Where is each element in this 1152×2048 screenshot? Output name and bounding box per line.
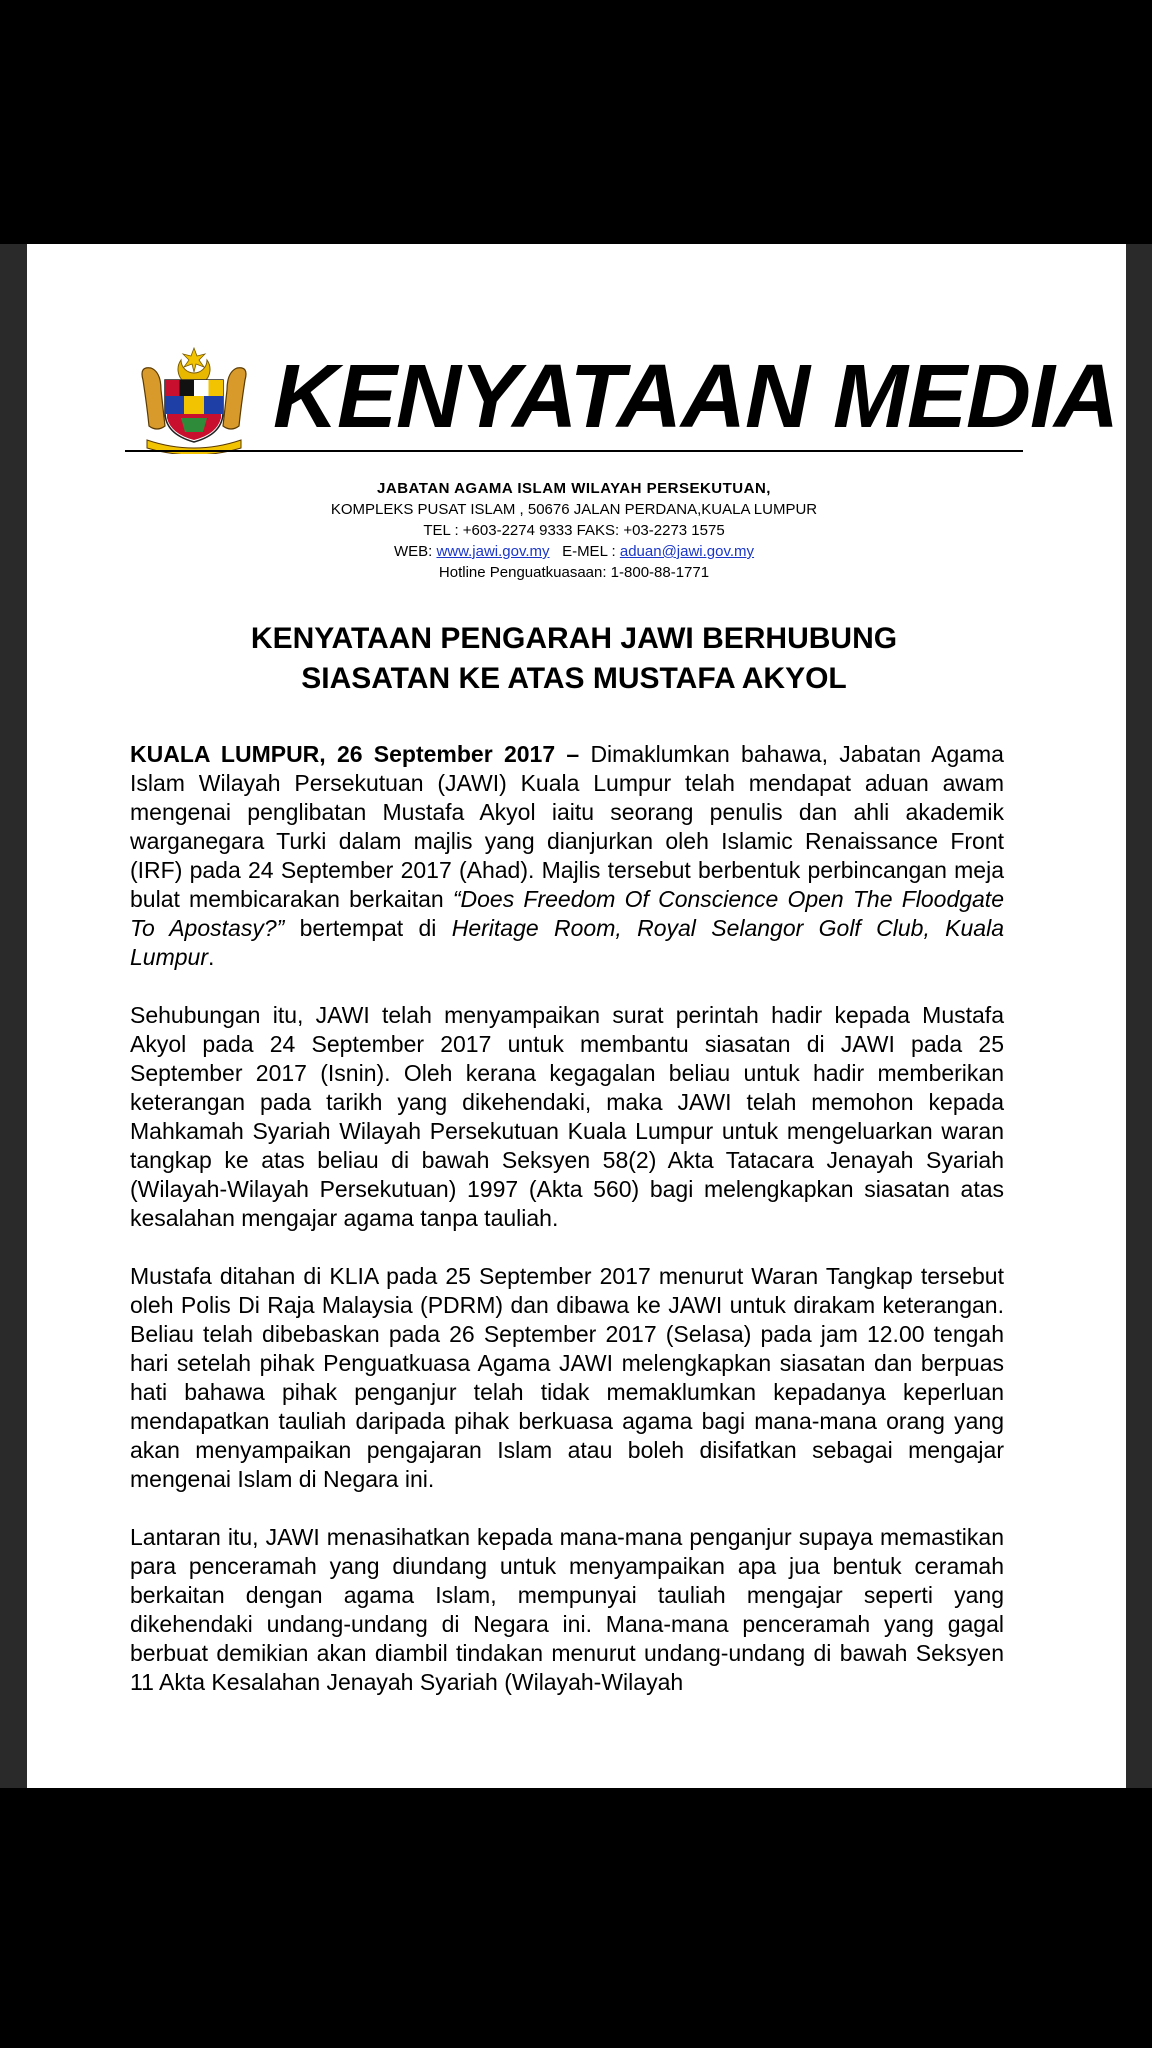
- document-title: KENYATAAN MEDIA: [273, 347, 1118, 447]
- agency-name: JABATAN AGAMA ISLAM WILAYAH PERSEKUTUAN,: [377, 480, 771, 497]
- headline-line-1: KENYATAAN PENGARAH JAWI BERHUBUNG: [250, 622, 898, 655]
- paragraph-3: Mustafa ditahan di KLIA pada 25 September 2017 menurut Waran Tangkap tersebut oleh Polis Di Raja Malaysia (PDRM) dan dibawa ke JAWI untuk dirakam keterangan. Beliau telah dibebaskan pada 26 September 2017 (Selasa) pada jam 12.00 tengah hari setelah pihak Penguatkuasa Agama JAWI melengkapkan siasatan dan berpuas hati bahawa pihak penganjur telah tidak memaklumkan kepadanya keperluan mendapatkan tauliah daripada pihak berkuasa agama bagi mana-mana orang yang akan menyampaikan pengajaran Islam atau boleh disifatkan sebagai mengajar mengenai Islam di Negara ini.: [130, 1263, 1004, 1492]
- event-venue: Heritage Room, Royal Selangor Golf Club, Kuala Lumpur: [130, 915, 1005, 970]
- header-divider: [125, 450, 1023, 452]
- address-line: KOMPLEKS PUSAT ISLAM , 50676 JALAN PERDANA,KUALA LUMPUR: [330, 501, 818, 518]
- paragraph-1-text-a: Dimaklumkan bahawa, Jabatan Agama Islam Wilayah Persekutuan (JAWI) Kuala Lumpur telah mendapat aduan awam mengenai penglibatan Mustafa Akyol iaitu seorang penulis dan ahli akademik warganegara Turki dalam majlis yang dianjurkan oleh Islamic Renaissance Front (IRF) pada 24 September 2017 (Ahad). Majlis tersebut berbentuk perbincangan meja bulat membicarakan berkaitan: [130, 741, 1004, 912]
- statement-headline: [125, 619, 1023, 699]
- phone-line: TEL : +603-2274 9333 FAKS: +03-2273 1575: [423, 522, 725, 539]
- paragraph-1-text-b: bertempat di: [284, 915, 452, 941]
- email-link[interactable]: aduan@jawi.gov.my: [619, 543, 755, 560]
- headline-line-2: SIASATAN KE ATAS MUSTAFA AKYOL: [301, 662, 847, 695]
- paragraph-1: [130, 740, 1004, 972]
- statement-body: [130, 740, 1004, 1726]
- paragraph-2: Sehubungan itu, JAWI telah menyampaikan surat perintah hadir kepada Mustafa Akyol pada 24 September 2017 untuk membantu siasatan di JAWI pada 25 September 2017 (Isnin). Oleh kerana kegagalan beliau untuk hadir memberikan keterangan pada tarikh yang dikehendaki, maka JAWI telah memohon kepada Mahkamah Syariah Wilayah Persekutuan Kuala Lumpur untuk mengeluarkan waran tangkap ke atas beliau di bawah Seksyen 58(2) Akta Tatacara Jenayah Syariah (Wilayah-Wilayah Persekutuan) 1997 (Akta 560) bagi melengkapkan siasatan atas kesalahan mengajar agama tanpa tauliah.: [130, 1002, 1004, 1231]
- hotline-line: Hotline Penguatkuasaan: 1-800-88-1771: [438, 564, 710, 581]
- letterhead-address: [125, 478, 1023, 583]
- email-label: E-MEL :: [562, 543, 616, 560]
- paragraph-4: Lantaran itu, JAWI menasihatkan kepada mana-mana penganjur supaya memastikan para penceramah yang diundang untuk menyampaikan apa jua bentuk ceramah berkaitan dengan agama Islam, mempunyai tauliah mengajar seperti yang dikehendaki undang-undang di Negara ini. Mana-mana penceramah yang gagal berbuat demikian akan diambil tindakan menurut undang-undang di bawah Seksyen 11 Akta Kesalahan Jenayah Syariah (Wilayah-Wilayah: [130, 1524, 1004, 1695]
- document-page: [27, 244, 1126, 1788]
- event-topic: “Does Freedom Of Conscience Open The Floodgate To Apostasy?”: [130, 886, 1004, 941]
- paragraph-1-end: .: [207, 944, 215, 970]
- coat-of-arms-icon: [137, 346, 251, 454]
- dateline: KUALA LUMPUR, 26 September 2017 –: [130, 741, 580, 767]
- web-email-line: [125, 541, 1023, 562]
- web-label: WEB:: [393, 543, 433, 560]
- web-link[interactable]: www.jawi.gov.my: [436, 543, 550, 560]
